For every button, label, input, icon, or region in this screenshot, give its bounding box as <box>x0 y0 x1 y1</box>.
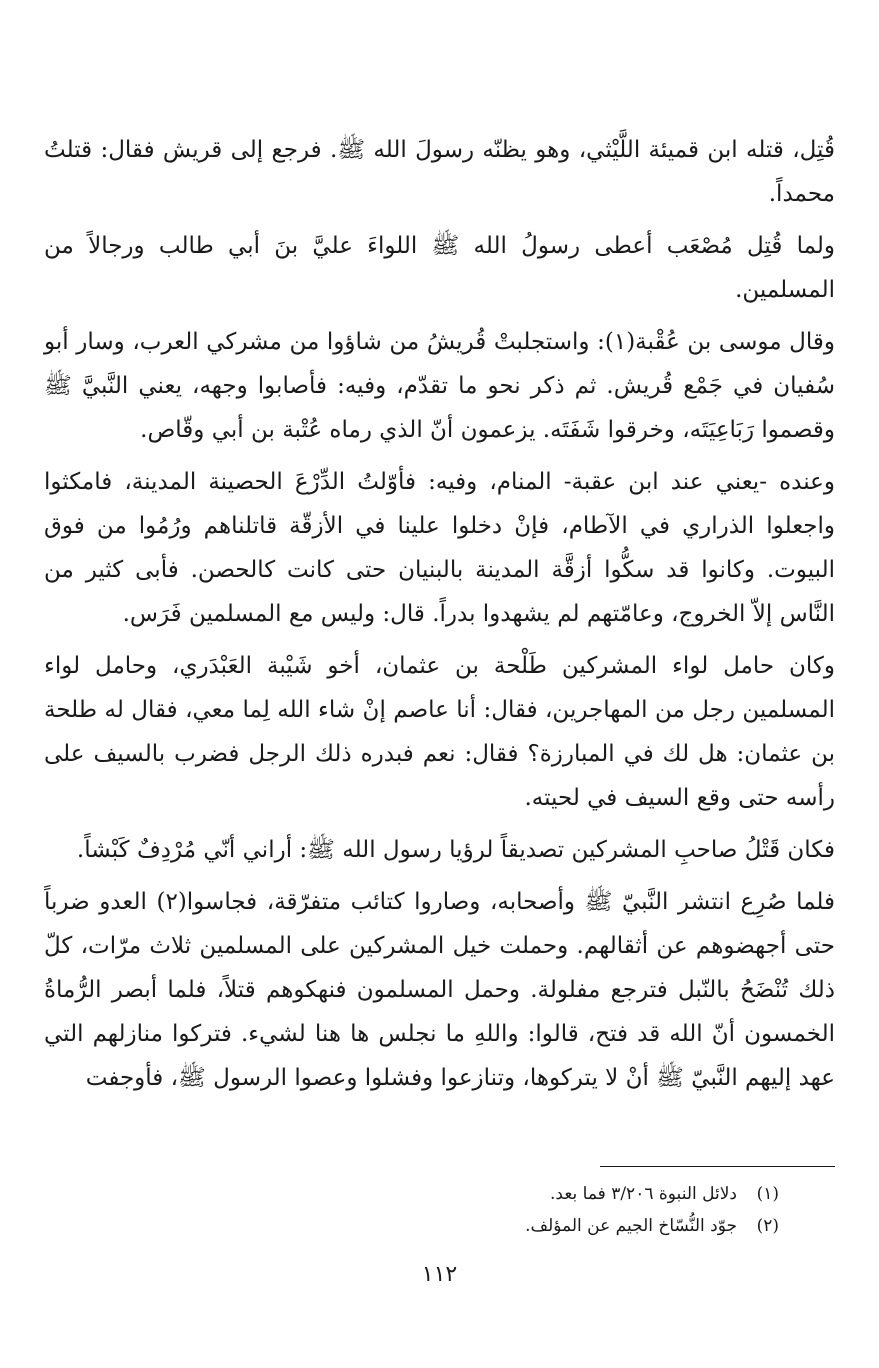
paragraph-4: وعنده -يعني عند ابن عقبة- المنام، وفيه: فأوّلتُ الدِّرْعَ الحصينة المدينة، فامكثوا واجعلوا الذراري في الآطام، فإنْ دخلوا علينا في الأزقّة قاتلناهم ورُمُوا من فوق البيوت. وكانوا قد سكُّوا أزقَّة المدينة بالبنيان حتى كانت كالحصن. فأبى كثير من النَّاس إلاّ الخروج، وعامّتهم لم يشهدوا بدراً. قال: وليس مع المسلمين فَرَس. <box>44 469 835 627</box>
paragraph-1: قُتِل، قتله ابن قميئة اللَّيْثي، وهو يظنّه رسولَ الله ﷺ. فرجع إلى قريش فقال: قتلتُ محمداً. <box>44 137 835 207</box>
page-body <box>44 128 835 1108</box>
footnote-1 <box>44 1178 779 1210</box>
paragraph-3: وقال موسى بن عُقْبة(١): واستجلبتْ قُريشُ من شاؤوا من مشركي العرب، وسار أبو سُفيان في جَمْع قُريش. ثم ذكر نحو ما تقدّم، وفيه: فأصابوا وجهه، يعني النَّبيَّ ﷺ وقصموا رَبَاعِيَتَه، وخرقوا شَفَتَه. يزعمون أنّ الذي رماه عُتْبة بن أبي وقّاص. <box>44 329 835 443</box>
footnote-text: دلائل النبوة ٣/٢٠٦ فما بعد. <box>550 1184 737 1204</box>
footnote-text: جوّد النُّسّاخ الجيم عن المؤلف. <box>525 1216 737 1236</box>
footnote-2 <box>44 1210 779 1242</box>
paragraph-7: فلما صُرِع انتشر النَّبيّ ﷺ وأصحابه، وصاروا كتائب متفرّقة، فجاسوا(٢) العدو ضرباً حتى أجهضوهم عن أثقالهم. وحملت خيل المشركين على المسلمين ثلاث مرّات، كلّ ذلك تُنْضَحُ بالنّبل فترجع مفلولة. وحمل المسلمون فنهكوهم قتلاً، فلما أبصر الرُّماةُ الخمسون أنّ الله قد فتح، قالوا: واللهِ ما نجلس ها هنا لشيء. فتركوا منازلهم التي عهد إليهم النَّبيّ ﷺ أنْ لا يتركوها، وتنازعوا وفشلوا وعصوا الرسول ﷺ، فأوجفت <box>44 889 835 1091</box>
footnotes <box>44 1178 779 1242</box>
paragraph-6: فكان قَتْلُ صاحبِ المشركين تصديقاً لرؤيا رسول الله ﷺ: أراني أنّي مُرْدِفٌ كَبْشاً. <box>76 837 835 863</box>
page-number: ١١٢ <box>421 1262 458 1287</box>
paragraph-2: ولما قُتِل مُصْعَب أعطى رسولُ الله ﷺ اللواءَ عليَّ بنَ أبي طالب ورجالاً من المسلمين. <box>44 233 835 303</box>
footnote-number: (٢) <box>756 1216 779 1236</box>
footnote-number: (١) <box>756 1184 779 1204</box>
footnote-divider <box>600 1166 835 1167</box>
paragraph-5: وكان حامل لواء المشركين طَلْحة بن عثمان، أخو شَيْبة العَبْدَري، وحامل لواء المسلمين رجل من المهاجرين، فقال: أنا عاصم إنْ شاء الله لِما معي، فقال له طلحة بن عثمان: هل لك في المبارزة؟ فقال: نعم فبدره ذلك الرجل فضرب بالسيف على رأسه حتى وقع السيف في لحيته. <box>44 653 835 811</box>
